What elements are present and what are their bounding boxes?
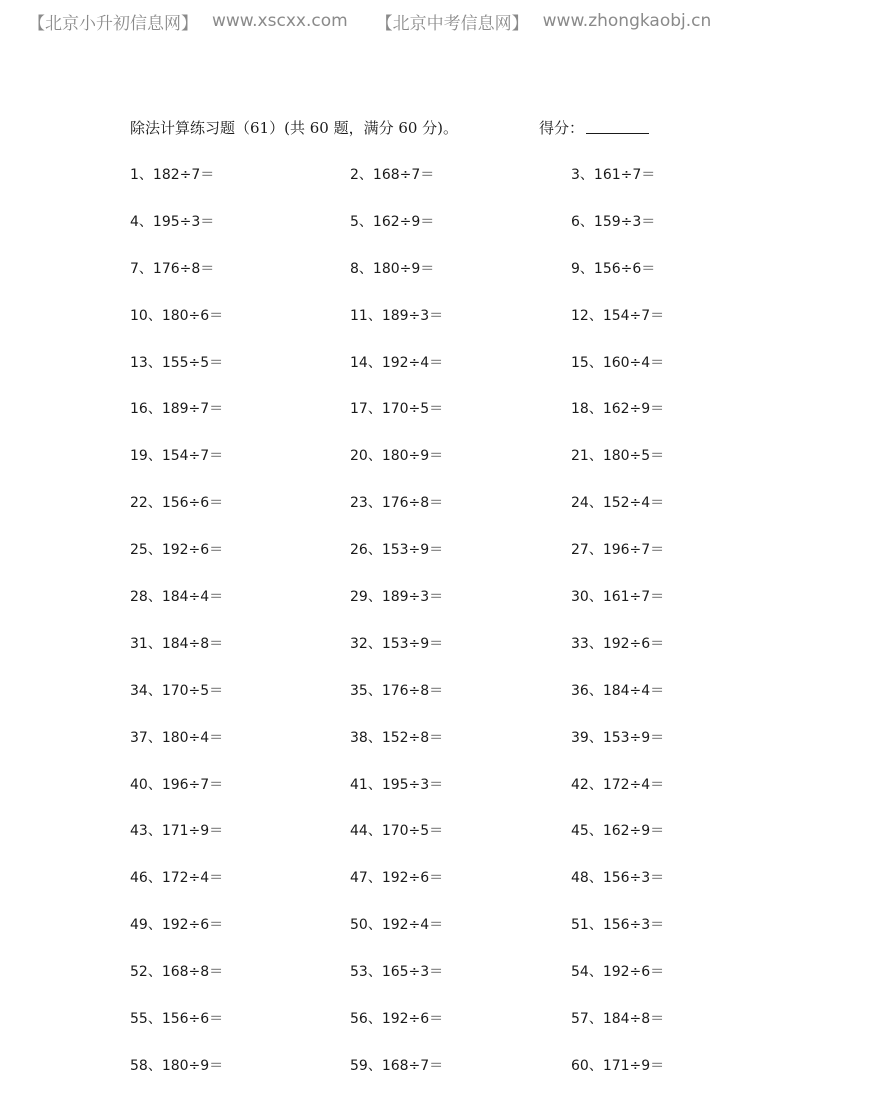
problem-row — [130, 586, 790, 633]
division-problem: 13、155÷5＝ — [130, 354, 224, 371]
division-problem: 36、184÷4＝ — [571, 682, 665, 699]
problem-row — [130, 398, 790, 445]
division-problem: 57、184÷8＝ — [571, 1011, 665, 1028]
division-problem: 60、171÷9＝ — [571, 1057, 665, 1074]
problem-row — [130, 633, 790, 680]
division-problem: 34、170÷5＝ — [130, 682, 224, 699]
problem-row — [130, 352, 790, 399]
division-problem: 40、196÷7＝ — [130, 776, 224, 793]
division-problem: 12、154÷7＝ — [571, 307, 665, 324]
division-problem: 3、161÷7＝ — [571, 167, 656, 183]
division-problem: 42、172÷4＝ — [571, 776, 665, 793]
division-problem: 35、176÷8＝ — [350, 682, 444, 699]
division-problem: 39、153÷9＝ — [571, 729, 665, 746]
division-problem: 47、192÷6＝ — [350, 870, 444, 887]
problem-row — [130, 211, 790, 258]
division-problem: 15、160÷4＝ — [571, 354, 665, 371]
problem-row — [130, 305, 790, 352]
division-problem: 33、192÷6＝ — [571, 635, 665, 652]
problem-row — [130, 820, 790, 867]
division-problem: 5、162÷9＝ — [350, 213, 435, 230]
problem-row — [130, 1008, 790, 1055]
header-site-name-2: 【北京中考信息网】 — [375, 13, 529, 34]
division-problem: 6、159÷3＝ — [571, 213, 656, 230]
division-problem: 38、152÷8＝ — [350, 729, 444, 746]
header-site-url-1[interactable]: www.xscxx.com — [212, 11, 348, 31]
division-problem: 45、162÷9＝ — [571, 823, 665, 840]
division-problem: 2、168÷7＝ — [350, 167, 435, 183]
score-blank-line — [586, 117, 649, 134]
division-problem: 23、176÷8＝ — [350, 495, 444, 512]
division-problem: 29、189÷3＝ — [350, 589, 444, 606]
division-problem: 32、153÷9＝ — [350, 635, 444, 652]
division-problem: 21、180÷5＝ — [571, 448, 665, 465]
problem-row — [130, 258, 790, 305]
division-problem: 55、156÷6＝ — [130, 1011, 224, 1028]
division-problem: 50、192÷4＝ — [350, 917, 444, 934]
problem-row — [130, 680, 790, 727]
page-header — [28, 9, 711, 33]
division-problem: 10、180÷6＝ — [130, 307, 224, 324]
division-problem: 46、172÷4＝ — [130, 870, 224, 887]
division-problem: 26、153÷9＝ — [350, 542, 444, 559]
division-problem: 14、192÷4＝ — [350, 354, 444, 371]
division-problem: 37、180÷4＝ — [130, 729, 224, 746]
division-problem: 44、170÷5＝ — [350, 823, 444, 840]
score-label: 得分： — [539, 119, 585, 137]
division-problem: 43、171÷9＝ — [130, 823, 224, 840]
problem-row — [130, 164, 790, 211]
division-problem: 28、184÷4＝ — [130, 589, 224, 606]
division-problem: 49、192÷6＝ — [130, 917, 224, 934]
score-field — [539, 117, 649, 138]
division-problem: 16、189÷7＝ — [130, 401, 224, 418]
division-problem: 56、192÷6＝ — [350, 1011, 444, 1028]
division-problem: 30、161÷7＝ — [571, 589, 665, 606]
division-problem: 24、152÷4＝ — [571, 495, 665, 512]
division-problem: 8、180÷9＝ — [350, 260, 435, 277]
problem-row — [130, 445, 790, 492]
problem-row — [130, 914, 790, 961]
header-site-url-2[interactable]: www.zhongkaobj.cn — [542, 11, 712, 31]
problem-row — [130, 727, 790, 774]
division-problem: 4、195÷3＝ — [130, 213, 215, 230]
division-problem: 52、168÷8＝ — [130, 964, 224, 981]
problem-row — [130, 774, 790, 821]
division-problem: 11、189÷3＝ — [350, 307, 444, 324]
division-problem: 1、182÷7＝ — [130, 167, 215, 183]
header-site-name-1: 【北京小升初信息网】 — [28, 13, 198, 34]
problem-row — [130, 1055, 790, 1102]
division-problem: 22、156÷6＝ — [130, 495, 224, 512]
division-problem: 17、170÷5＝ — [350, 401, 444, 418]
division-problem: 19、154÷7＝ — [130, 448, 224, 465]
problem-row — [130, 492, 790, 539]
division-problem: 59、168÷7＝ — [350, 1057, 444, 1074]
division-problem: 51、156÷3＝ — [571, 917, 665, 934]
problem-row — [130, 867, 790, 914]
division-problem: 7、176÷8＝ — [130, 260, 215, 277]
division-problem: 48、156÷3＝ — [571, 870, 665, 887]
division-problem: 25、192÷6＝ — [130, 542, 224, 559]
division-problem: 31、184÷8＝ — [130, 635, 224, 652]
problem-row — [130, 961, 790, 1008]
division-problem: 54、192÷6＝ — [571, 964, 665, 981]
division-problem: 41、195÷3＝ — [350, 776, 444, 793]
worksheet-title-row — [130, 117, 670, 139]
division-problem: 20、180÷9＝ — [350, 448, 444, 465]
problem-grid — [130, 164, 790, 1102]
division-problem: 27、196÷7＝ — [571, 542, 665, 559]
division-problem: 9、156÷6＝ — [571, 260, 656, 277]
problem-row — [130, 539, 790, 586]
division-problem: 53、165÷3＝ — [350, 964, 444, 981]
division-problem: 58、180÷9＝ — [130, 1057, 224, 1074]
division-problem: 18、162÷9＝ — [571, 401, 665, 418]
worksheet-title: 除法计算练习题（61）(共 60 题，满分 60 分)。 — [130, 119, 459, 137]
